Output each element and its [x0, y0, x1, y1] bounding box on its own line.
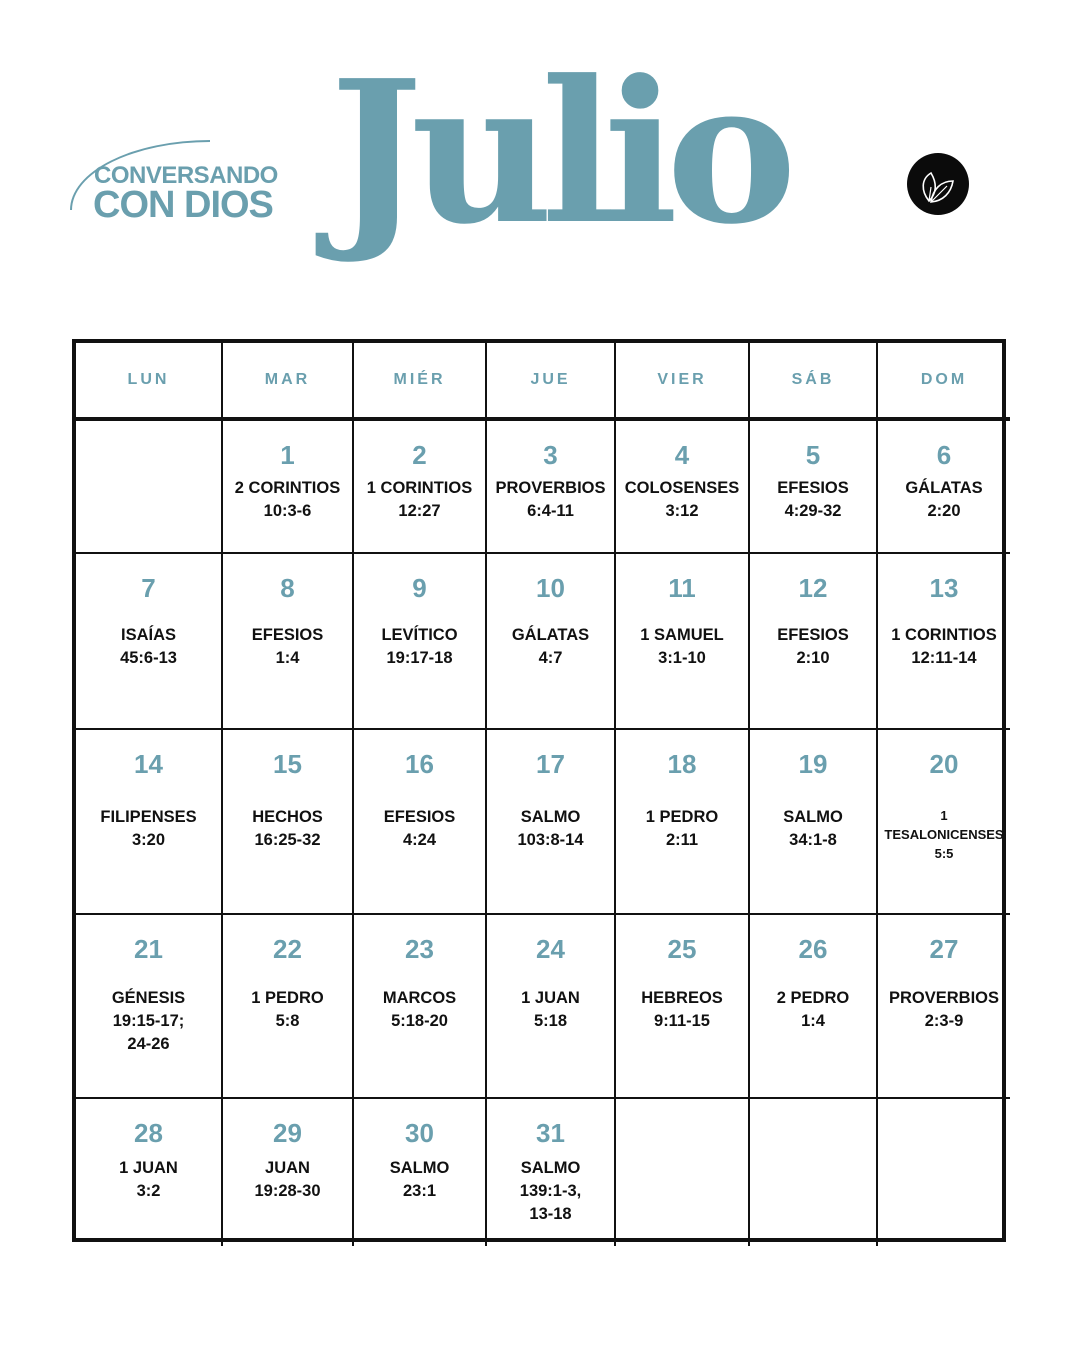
day-cell — [750, 915, 878, 1099]
verse-reference: JUAN 19:28-30 — [254, 1159, 321, 1200]
day-cell — [223, 1099, 354, 1246]
day-number: 21 — [134, 934, 163, 964]
day-number: 3 — [543, 440, 558, 470]
day-cell — [616, 730, 750, 915]
day-number: 23 — [405, 934, 434, 964]
day-cell — [76, 915, 223, 1099]
verse-reference: 1 CORINTIOS 12:11-14 — [891, 626, 997, 667]
verse-reference: EFESIOS 4:24 — [383, 808, 456, 849]
verse-reference: GÁLATAS 2:20 — [905, 479, 983, 520]
day-number: 30 — [405, 1118, 434, 1148]
day-number: 9 — [412, 573, 427, 603]
day-cell — [354, 730, 487, 915]
day-cell — [616, 554, 750, 730]
day-cell — [878, 554, 1010, 730]
weekday-header: SÁB — [750, 343, 878, 421]
verse-reference: 1 CORINTIOS 12:27 — [366, 479, 473, 520]
day-number: 4 — [674, 440, 690, 470]
verse-reference: 1 PEDRO 2:11 — [645, 808, 719, 849]
day-number: 18 — [667, 749, 697, 779]
month-title: Julio — [330, 38, 785, 268]
day-number: 17 — [536, 749, 565, 779]
day-number: 6 — [936, 440, 952, 470]
verse-reference: FILIPENSES 3:20 — [100, 808, 197, 849]
day-cell — [354, 1099, 487, 1246]
day-cell — [878, 915, 1010, 1099]
day-cell — [76, 730, 223, 915]
verse-reference: COLOSENSES 3:12 — [624, 479, 740, 520]
verse-reference: EFESIOS 1:4 — [251, 626, 324, 667]
verse-reference: EFESIOS 4:29-32 — [777, 479, 849, 520]
day-cell — [878, 421, 1010, 554]
verse-reference: LEVÍTICO 19:17-18 — [381, 626, 458, 667]
day-cell — [354, 554, 487, 730]
brand-line2: CON DIOS — [93, 184, 273, 226]
weekday-header: JUE — [487, 343, 616, 421]
day-number: 7 — [141, 573, 156, 603]
day-cell — [487, 421, 616, 554]
day-number: 31 — [536, 1118, 565, 1148]
verse-reference: EFESIOS 2:10 — [777, 626, 849, 667]
day-cell — [223, 915, 354, 1099]
verse-reference: 1 PEDRO 5:8 — [251, 989, 324, 1030]
day-number: 14 — [134, 749, 163, 779]
brand-logo — [70, 140, 300, 230]
day-cell — [76, 421, 223, 554]
verse-reference: SALMO 23:1 — [389, 1159, 450, 1200]
day-cell — [76, 1099, 223, 1246]
calendar-grid — [72, 339, 1006, 1242]
day-number: 12 — [798, 573, 828, 603]
verse-reference: 2 CORINTIOS 10:3-6 — [234, 479, 341, 520]
day-cell — [616, 1099, 750, 1246]
verse-reference: HECHOS 16:25-32 — [252, 808, 323, 849]
weekday-header: LUN — [76, 343, 223, 421]
day-cell — [750, 421, 878, 554]
day-cell — [487, 730, 616, 915]
day-cell — [223, 554, 354, 730]
verse-reference: SALMO 139:1-3, 13-18 — [519, 1159, 582, 1223]
day-cell — [616, 915, 750, 1099]
day-cell — [76, 554, 223, 730]
verse-reference: 1 TESALONICENSES 5:5 — [884, 808, 1004, 861]
verse-reference: GÁLATAS 4:7 — [511, 626, 590, 667]
day-cell — [878, 730, 1010, 915]
verse-reference: MARCOS 5:18-20 — [382, 989, 457, 1030]
weekday-header: DOM — [878, 343, 1010, 421]
day-cell — [878, 1099, 1010, 1246]
verse-reference: 1 JUAN 3:2 — [119, 1159, 178, 1200]
day-number: 26 — [798, 934, 828, 964]
day-number: 13 — [929, 573, 959, 603]
day-number: 16 — [405, 749, 434, 779]
weekday-header: VIER — [616, 343, 750, 421]
day-cell — [487, 915, 616, 1099]
day-cell — [750, 1099, 878, 1246]
verse-reference: PROVERBIOS 2:3-9 — [888, 989, 1000, 1030]
day-number: 19 — [798, 749, 828, 779]
day-number: 28 — [134, 1118, 163, 1148]
weekday-header: MIÉR — [354, 343, 487, 421]
verse-reference: SALMO 103:8-14 — [517, 808, 584, 849]
verse-reference: ISAÍAS 45:6-13 — [120, 626, 177, 667]
day-cell — [616, 421, 750, 554]
verse-reference: 2 PEDRO 1:4 — [776, 989, 850, 1030]
verse-reference: SALMO 34:1-8 — [783, 808, 843, 849]
verse-reference: GÉNESIS 19:15-17; 24-26 — [111, 989, 186, 1053]
day-number: 29 — [273, 1118, 302, 1148]
brand-line1: CONVERSANDO — [94, 162, 278, 189]
day-number: 20 — [929, 749, 959, 779]
weekday-header: MAR — [223, 343, 354, 421]
day-number: 5 — [805, 440, 821, 470]
day-cell — [487, 554, 616, 730]
day-number: 10 — [536, 573, 565, 603]
day-number: 1 — [280, 440, 295, 470]
verse-reference: 1 SAMUEL 3:1-10 — [640, 626, 724, 667]
day-cell — [223, 421, 354, 554]
verse-reference: PROVERBIOS 6:4-11 — [495, 479, 606, 520]
day-cell — [354, 421, 487, 554]
day-number: 11 — [668, 573, 696, 603]
day-number: 27 — [929, 934, 959, 964]
day-cell — [354, 915, 487, 1099]
day-number: 15 — [273, 749, 302, 779]
day-cell — [223, 730, 354, 915]
verse-reference: 1 JUAN 5:18 — [521, 989, 580, 1030]
day-number: 24 — [536, 934, 565, 964]
day-number: 8 — [280, 573, 295, 603]
leaf-icon — [907, 153, 969, 215]
verse-reference: HEBREOS 9:11-15 — [641, 989, 723, 1030]
day-number: 25 — [667, 934, 697, 964]
day-number: 22 — [273, 934, 302, 964]
day-cell — [487, 1099, 616, 1246]
day-cell — [750, 730, 878, 915]
day-cell — [750, 554, 878, 730]
day-number: 2 — [412, 440, 427, 470]
